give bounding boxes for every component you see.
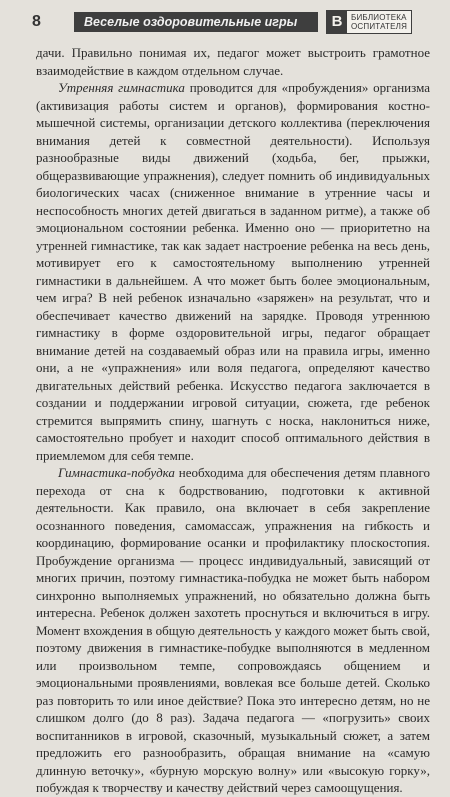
- paragraph-term: Утренняя гимнастика: [58, 80, 185, 95]
- paragraph-term: Гимнастика-побудка: [58, 465, 175, 480]
- series-logo-text: [347, 13, 411, 31]
- section-title: Веселые оздоровительные игры: [74, 12, 318, 32]
- paragraph-text: необходима для обеспечения детям плавного перехода от сна к бодрствованию, подготовки к активной деятельности. Как правило, она включает в себя закрепление осознанного поведения, самомассаж, упражнения на гибкость и координацию, формирование осанки и профилактику плоскостопия. Пробуждение организма — процесс индивидуальный, зависящий от многих причин, поэтому гимнастика-побудка не может быть набором синхронно выполняемых упражнений, но обязательно должна быть интересна. Ребенок должен захотеть проснуться и включиться в игру. Момент вхождения в общую деятельность у каждого может быть свой, поэтому движения в гимнастике-побудке выполняются в медленном или произвольном темпе, сопровождаясь общением и эмоциональными проявлениями, вовлекая все больше детей. Сколько раз повторить то или иное действие? Пока это интересно детям, но не слишком долго (до 8 раз). Задача педагога — «погрузить» своих воспитанников в игровой, сказочный, музыкальный сюжет, а затем предложить его разнообразить, обращая внимание на «самую длинную веточку», «бурную морскую волну» или «высокую горку», побуждая к творчеству и качеству действий через самоощущения.: [36, 465, 430, 795]
- page-number: 8: [32, 13, 41, 30]
- paragraph-morning-gymnastics: [36, 79, 430, 464]
- series-logo: [326, 10, 412, 34]
- body-text: [36, 44, 430, 797]
- series-logo-line1: БИБЛИОТЕКА: [351, 13, 407, 22]
- series-logo-letter: В: [327, 11, 347, 33]
- paragraph-continuation: [36, 44, 430, 79]
- paragraph-text: дачи. Правильно понимая их, педагог может выстроить грамотное взаимодействие в каждом отдельном случае.: [36, 45, 430, 78]
- running-header: [28, 10, 436, 34]
- series-logo-line2: ОСПИТАТЕЛЯ: [351, 22, 408, 31]
- paragraph-text: проводится для «пробуждения» организма (активизация работы систем и органов), формирования костно-мышечной системы, организации детского коллектива (переключения внимания детей к совместной деятельности). Используя разнообразные виды движений (ходьба, бег, прыжки, общеразвивающие упражнения), следует помнить об индивидуальных биологических часах (сниженное внимание в утренние часы и неспособность многих детей двигаться в заданном ритме), а также об эмоциональном состоянии ребенка. Именно оно — приоритетно на утренней гимнастике, так как задает настроение ребенка на весь день, мотивирует его к самостоятельному выполнению утренней гимнастики в дальнейшем. А что может быть более эмоциональным, чем игра? В ней ребенок изначально «заряжен» на результат, что и обеспечивает качество движений на зарядке. Проводя утреннюю гимнастику в форме оздоровительной игры, педагог обращает внимание детей на создаваемый образ или на правила игры, именно они, а не «упражнения» или воля педагога, определяют качество двигательных действий ребенка. Искусство педагога заключается в создании и поддержании игровой ситуации, сюжета, где ребенок стремится выпрямить спину, шагнуть с носка, наклониться ниже, самостоятельно пробует и находит способ оптимального действия в приемлемом для себя темпе.: [36, 80, 430, 463]
- paragraph-wakeup-gymnastics: [36, 464, 430, 797]
